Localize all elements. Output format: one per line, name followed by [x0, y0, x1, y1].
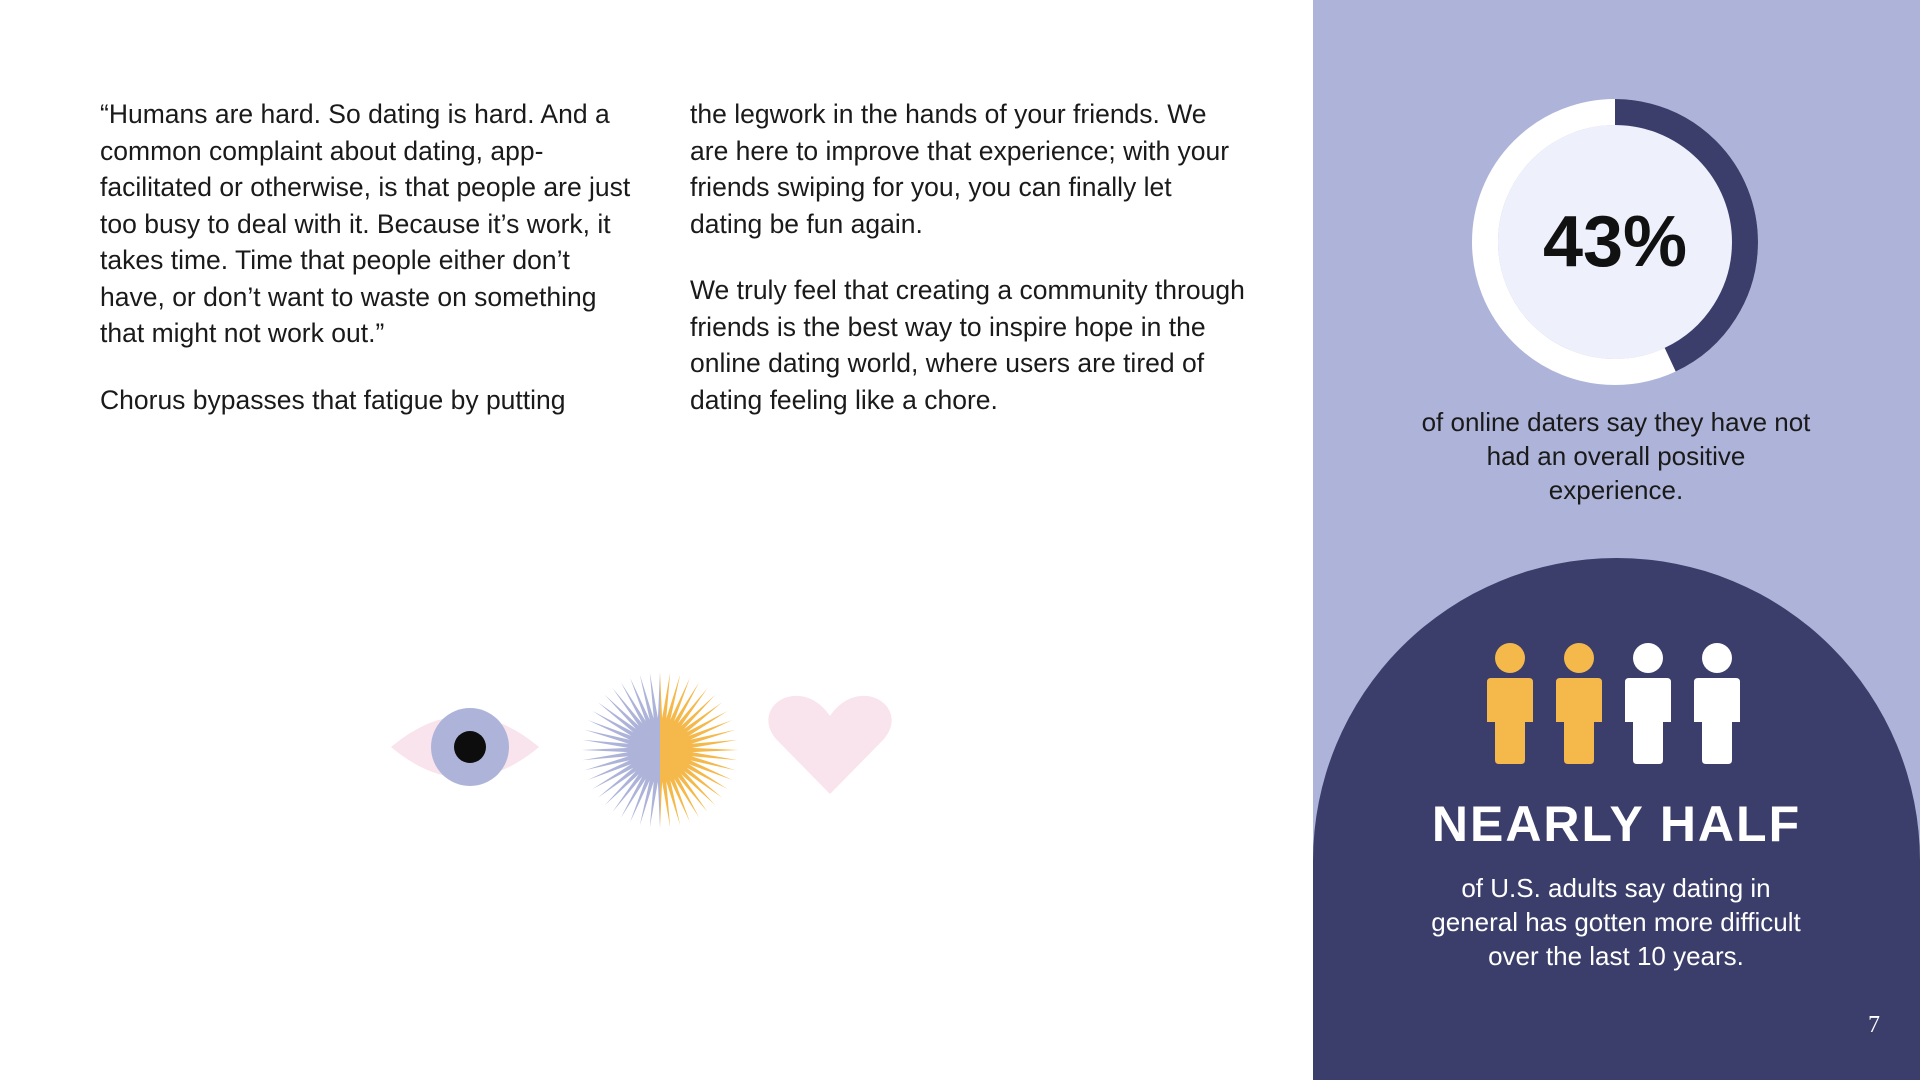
- person-icon: [1485, 642, 1535, 764]
- left-text-column: [100, 96, 640, 448]
- paragraph: the legwork in the hands of your friends. We are here to improve that experience; with your friends swiping for you, you can finally let dating be fun again.: [690, 99, 1230, 239]
- person-icon: [1554, 642, 1604, 764]
- stat-caption: of U.S. adults say dating in general has gotten more difficult over the last 10 years.: [1431, 873, 1801, 971]
- donut-value: 43%: [1542, 202, 1688, 282]
- paragraph: Chorus bypasses that fatigue by putting: [100, 384, 566, 415]
- people-pictogram: [1485, 642, 1745, 764]
- stats-sidebar: [1313, 0, 1920, 1080]
- stat-caption: of online daters say they have not had an overall positive experience.: [1421, 407, 1811, 505]
- decorative-icons: [385, 665, 905, 830]
- person-icon: [1692, 642, 1742, 764]
- eye-icon: [385, 697, 545, 797]
- headline: NEARLY HALF: [1431, 796, 1802, 852]
- percentage-donut: [1470, 97, 1760, 387]
- page-number: 7: [1868, 1012, 1880, 1038]
- right-text-column: [690, 96, 1250, 448]
- person-icon: [1623, 642, 1673, 764]
- paragraph: We truly feel that creating a community through friends is the best way to inspire hope in the online dating world, where users are tired of dating feeling like a chore.: [690, 275, 1245, 415]
- sunburst-icon: [580, 670, 740, 830]
- heart-icon: [765, 692, 895, 802]
- paragraph: “Humans are hard. So dating is hard. And a common complaint about dating, app-facilitated or otherwise, is that people are just too busy to deal with it. Because it’s work, it takes time. Time that people either don’t have, or don’t want to waste on something that might not work out.”: [100, 99, 631, 348]
